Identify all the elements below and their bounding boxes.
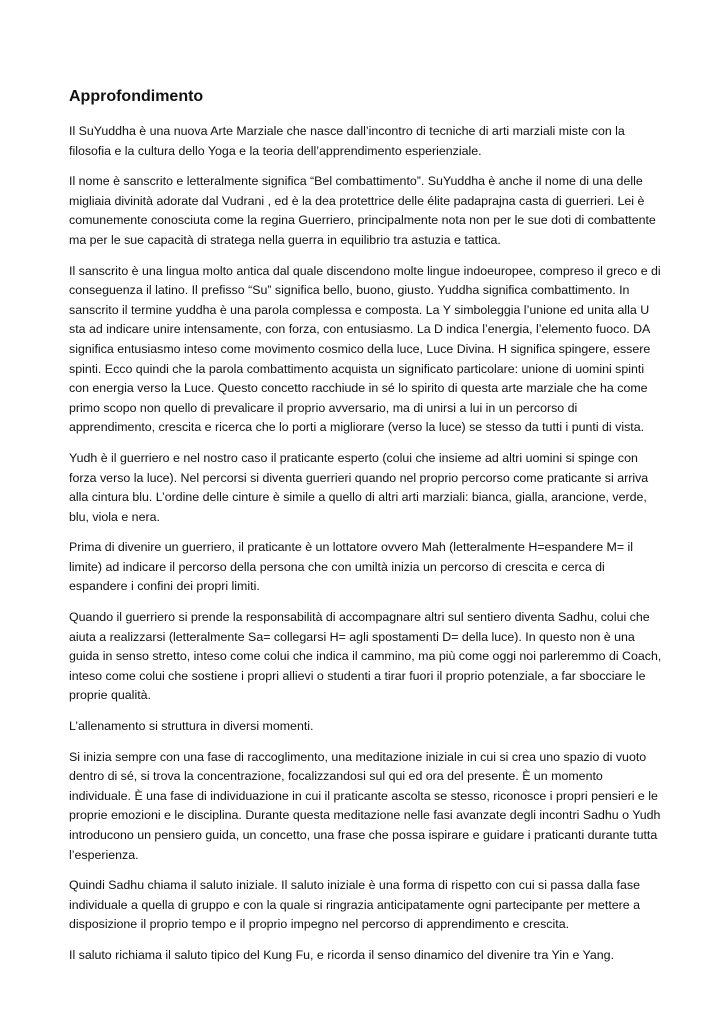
paragraph-kung-fu-greeting: Il saluto richiama il saluto tipico del Kung Fu, e ricorda il senso dinamico del divenire tra Yin e Yang.	[69, 947, 615, 962]
document-title: Approfondimento	[69, 88, 204, 105]
paragraph-yudh: Yudh è il guerriero e nel nostro caso il praticante esperto (colui che insieme ad altri uomini si spinge con forza verso la luce). Nel percorsi si diventa guerrieri quando nel proprio percorso come praticante si arriva alla cintura blu. L’ordine delle cinture è simile a quello di altri arti marziali: bianca, gialla, arancione, verde, blu, viola e nera.	[69, 450, 649, 524]
paragraph-name-meaning: Il nome è sanscrito e letteralmente significa “Bel combattimento”. SuYuddha è anche il nome di una delle migliaia divinità adorate dal Vudrani , ed è la dea protettrice delle élite padaprajna casta di guerrieri. Lei è comunemente conosciuta come la regina Guerriero, principalmente nota non per le sue doti di combattente ma per le sue capacità di stratega nella guerra in equilibrio tra astuzia e tattica.	[69, 174, 656, 247]
paragraph-mah: Prima di divenire un guerriero, il praticante è un lottatore ovvero Mah (letteralmente H=espandere M= il limite) ad indicare il percorso della persona che con umiltà inizia un percorso di crescita e cerca di espandere i confini dei propri limiti.	[69, 540, 634, 594]
paragraph-meditation: Si inizia sempre con una fase di raccoglimento, una meditazione iniziale in cui si crea uno spazio di vuoto dentro di sé, si trova la concentrazione, focalizzandosi sul qui ed ora del presente. È un momento individuale. È una fase di individuazione in cui il praticante ascolta se stesso, riconosce i propri pensieri e le proprie emozioni e le disciplina. Durante questa meditazione nelle fasi avanzate degli incontri Sadhu o Yudh introducono un pensiero guida, un concetto, una frase che possa ispirare e guidare i praticanti durante tutta l’esperienza.	[69, 749, 661, 862]
paragraph-sadhu: Quando il guerriero si prende la responsabilità di accompagnare altri sul sentiero diventa Sadhu, colui che aiuta a realizzarsi (letteralmente Sa= collegarsi H= agli spostamenti D= della luce). In questo non è una guida in senso stretto, inteso come colui che indica il cammino, ma più come oggi noi parleremmo di Coach, inteso come colui che sostiene i propri allievi o studenti a tirar fuori il proprio potenziale, a far sbocciare le proprie qualità.	[69, 610, 662, 703]
paragraph-training: L’allenamento si struttura in diversi momenti.	[69, 719, 314, 734]
paragraph-initial-greeting: Quindi Sadhu chiama il saluto iniziale. Il saluto iniziale è una forma di rispetto con cui si passa dalla fase individuale a quella di gruppo e con la quale si ringrazia anticipatamente ogni partecipante per mettere a disposizione il proprio tempo e il proprio impegno nel percorso di apprendimento e crescita.	[69, 878, 641, 932]
paragraph-sanskrit: Il sanscrito è una lingua molto antica dal quale discendono molte lingue indoeuropee, compreso il greco e di conseguenza il latino. Il prefisso “Su” significa bello, buono, giusto. Yuddha significa combattimento. In sanscrito il termine yuddha è una parola complessa e composta. La Y simboleggia l’unione ed unita alla U sta ad indicare unire intensamente, con forza, con entusiasmo. La D indica l’energia, l’elemento fuoco. DA significa entusiasmo inteso come movimento cosmico della luce, Luce Divina. H significa spingere, essere spinti. Ecco quindi che la parola combattimento acquista un significato particolare: unione di uomini spinti con energia verso la Luce. Questo concetto racchiude in sé lo spirito di questa arte marziale che ha come primo scopo non quello di prevalicare il proprio avversario, ma di unirsi a lui in un percorso di apprendimento, crescita e ricerca che lo porti a migliorare (verso la luce) se stesso da tutti i punti di vista.	[69, 263, 661, 435]
paragraph-intro: Il SuYuddha è una nuova Arte Marziale che nasce dall’incontro di tecniche di arti marziali miste con la filosofia e la cultura dello Yoga e la teoria dell’apprendimento esperienziale.	[69, 124, 625, 158]
